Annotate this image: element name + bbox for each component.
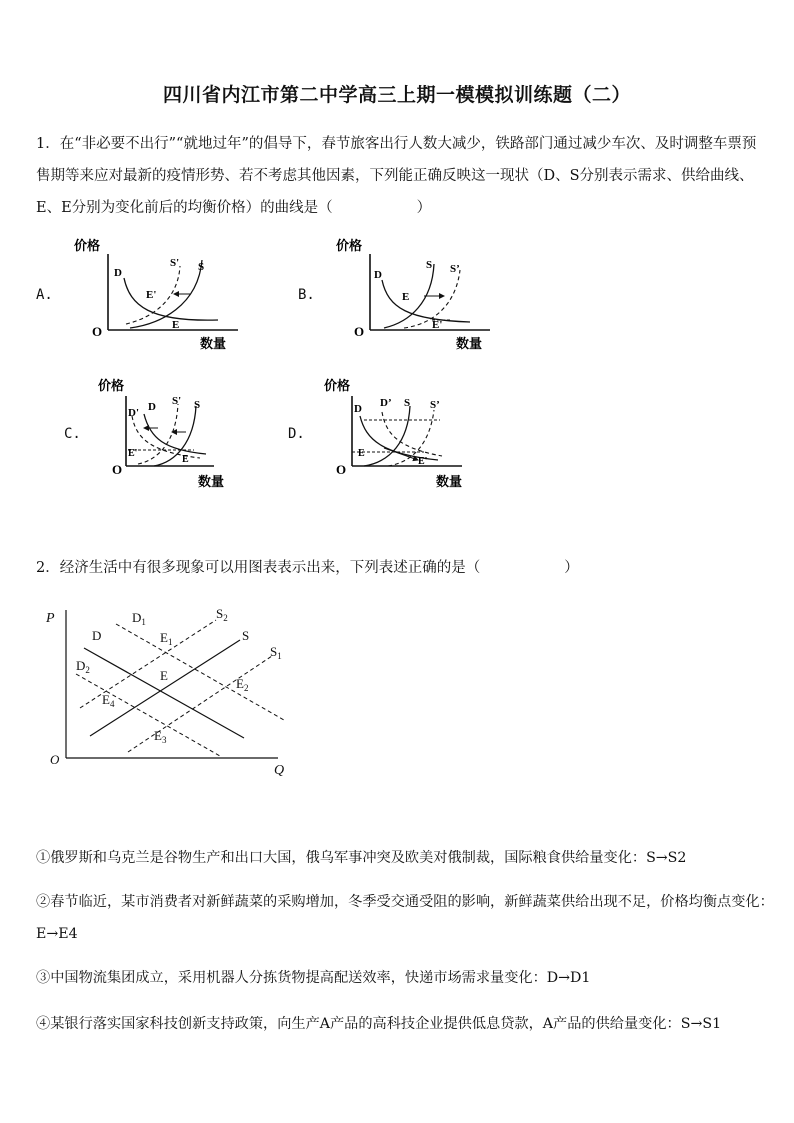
p-axis-label: P bbox=[46, 611, 55, 626]
demand-curve bbox=[144, 414, 206, 454]
statement-3: ③中国物流集团成立，采用机器人分拣货物提高配送效率，快递市场需求量变化：D→D1 bbox=[36, 970, 591, 986]
option-a-graph bbox=[74, 236, 250, 352]
point-label-e-prime: E' bbox=[432, 319, 443, 331]
curve-label-s: S bbox=[404, 397, 411, 409]
point-label-e-prime: E' bbox=[128, 448, 138, 459]
supply-curve-s bbox=[154, 406, 196, 466]
option-b-label: B. bbox=[298, 287, 315, 303]
statement-2: ②春节临近，某市消费者对新鲜蔬菜的采购增加，冬季受交通受阻的影响，新鲜蔬菜供给出现不足，价格均衡点变化：E→E4 bbox=[36, 894, 774, 942]
page-title: 四川省内江市第二中学高三上期一模模拟训练题（二） bbox=[162, 84, 631, 106]
label-s2: $S_2$ bbox=[216, 606, 228, 623]
label-s: S bbox=[242, 628, 250, 643]
label-e1: $E_1$ bbox=[160, 630, 173, 647]
question-2-text: 2．经济生活中有很多现象可以用图表表示出来，下列表述正确的是（ bbox=[36, 560, 481, 576]
label-d: D bbox=[92, 628, 102, 643]
curve-label-d: D bbox=[374, 269, 382, 281]
origin-label: O bbox=[92, 324, 103, 339]
origin-label: O bbox=[112, 462, 123, 477]
curve-label-s: S bbox=[426, 259, 433, 271]
curve-label-s-prime: S’ bbox=[450, 263, 460, 275]
option-b-graph bbox=[336, 236, 512, 352]
point-label-e: E bbox=[182, 454, 189, 465]
question-2-stem bbox=[36, 556, 760, 580]
label-d2: $D_2$ bbox=[76, 658, 90, 675]
origin-label: O bbox=[50, 752, 60, 767]
supply-curve-s-prime bbox=[138, 404, 178, 464]
price-axis-label: 价格 bbox=[74, 238, 101, 253]
point-label-e-prime: E' bbox=[418, 456, 428, 467]
point-label-e-prime: E' bbox=[146, 289, 157, 301]
curve-label-s-prime: S' bbox=[172, 395, 182, 407]
curve-label-d: D bbox=[148, 401, 156, 413]
curve-label-s: S bbox=[194, 399, 201, 411]
option-c-label: C. bbox=[64, 426, 81, 442]
option-d-label: D. bbox=[288, 426, 305, 442]
price-axis-label: 价格 bbox=[336, 238, 363, 253]
question-1-text: 1．在“非必要不出行”“就地过年”的倡导下，春节旅客出行人数大减少，铁路部门通过减少车次、及时调整车票预售期等来应对最新的疫情形势、若不考虑其他因素，下列能正确反映这一现状（D、S分别表示需求、供给曲线、E、E分别为变化前后的均衡价格）的曲线是（ bbox=[36, 136, 757, 216]
shift-arrow bbox=[384, 448, 418, 460]
point-label-e: E bbox=[402, 291, 410, 303]
curve-label-d: D bbox=[114, 267, 122, 279]
curve-label-d: D bbox=[354, 403, 362, 415]
curve-label-d-prime: D' bbox=[128, 407, 139, 419]
label-e: E bbox=[160, 668, 168, 683]
quantity-axis-label: 数量 bbox=[198, 474, 225, 489]
q-axis-label: Q bbox=[274, 763, 285, 778]
question-1-close-paren: ） bbox=[416, 200, 432, 216]
point-label-e: E bbox=[172, 319, 180, 331]
question-2-close-paren: ） bbox=[564, 560, 579, 576]
quantity-axis-label: 数量 bbox=[456, 336, 483, 351]
demand-line-d1 bbox=[116, 624, 284, 720]
statement-1: ①俄罗斯和乌克兰是谷物生产和出口大国，俄乌军事冲突及欧美对俄制裁，国际粮食供给量变化：S→S2 bbox=[36, 850, 687, 866]
label-e2: $E_2$ bbox=[236, 676, 249, 693]
option-a-label: A. bbox=[36, 287, 53, 303]
supply-line-s1 bbox=[128, 656, 272, 752]
curve-label-d-prime: D’ bbox=[380, 397, 392, 409]
curve-label-s-prime: S' bbox=[170, 257, 180, 269]
q2-graph bbox=[40, 600, 300, 780]
point-label-e: E bbox=[358, 448, 365, 459]
price-axis-label: 价格 bbox=[98, 378, 125, 393]
quantity-axis-label: 数量 bbox=[200, 336, 227, 351]
label-s1: $S_1$ bbox=[270, 644, 282, 661]
price-axis-label: 价格 bbox=[324, 378, 351, 393]
statement-4: ④某银行落实国家科技创新支持政策，向生产A产品的高科技企业提供低息贷款，A产品的供给量变化：S→S1 bbox=[36, 1016, 722, 1032]
supply-line-s bbox=[90, 640, 240, 736]
question-1-stem bbox=[36, 128, 760, 224]
demand-line-d2 bbox=[76, 674, 220, 756]
supply-curve-s bbox=[130, 260, 205, 328]
curve-label-s: S bbox=[198, 261, 205, 273]
supply-curve-s bbox=[364, 406, 410, 466]
quantity-axis-label: 数量 bbox=[436, 474, 463, 489]
origin-label: O bbox=[336, 462, 347, 477]
option-c-graph bbox=[98, 376, 240, 492]
label-e3: $E_3$ bbox=[154, 728, 167, 745]
option-d-graph bbox=[324, 376, 484, 492]
label-e4: $E_4$ bbox=[102, 692, 115, 709]
curve-label-s-prime: S’ bbox=[430, 399, 440, 411]
label-d1: $D_1$ bbox=[132, 610, 146, 627]
origin-label: O bbox=[354, 324, 365, 339]
